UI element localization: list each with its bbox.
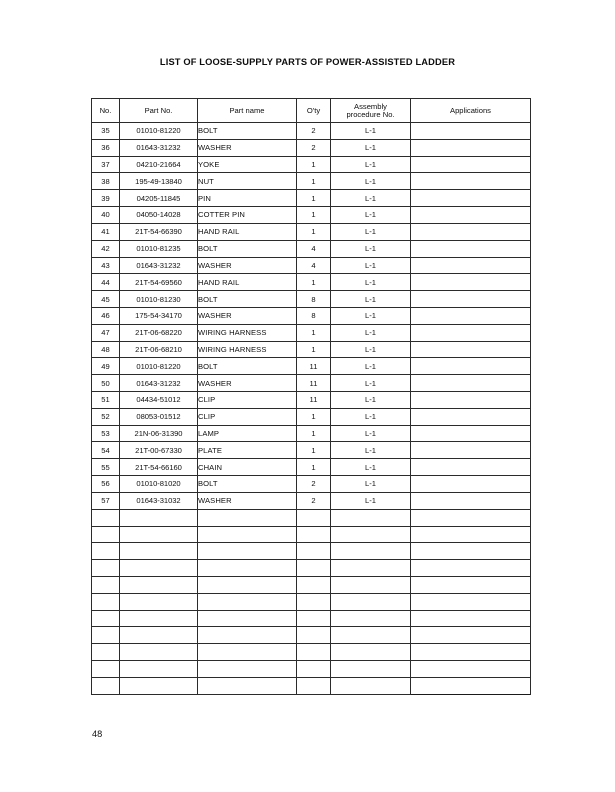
cell-no: 37: [92, 156, 120, 173]
cell-qty: 2: [297, 476, 331, 493]
cell-no: 43: [92, 257, 120, 274]
cell-part-name: WASHER: [198, 139, 297, 156]
cell-part-no: 01643-31232: [120, 375, 198, 392]
cell-no: [92, 677, 120, 694]
cell-assembly-procedure-no: L-1: [331, 156, 411, 173]
cell-assembly-procedure-no: L-1: [331, 257, 411, 274]
cell-applications: [411, 408, 531, 425]
table-row: [92, 677, 531, 694]
cell-applications: [411, 324, 531, 341]
cell-assembly-procedure-no: [331, 560, 411, 577]
cell-no: [92, 543, 120, 560]
cell-assembly-procedure-no: L-1: [331, 139, 411, 156]
table-row: [92, 190, 531, 207]
cell-assembly-procedure-no: L-1: [331, 392, 411, 409]
table-row: [92, 644, 531, 661]
cell-part-no: 21T-54-69560: [120, 274, 198, 291]
cell-qty: [297, 627, 331, 644]
cell-no: 39: [92, 190, 120, 207]
table-row: [92, 207, 531, 224]
table-row: [92, 240, 531, 257]
cell-applications: [411, 526, 531, 543]
table-row: [92, 593, 531, 610]
cell-assembly-procedure-no: [331, 644, 411, 661]
cell-no: 48: [92, 341, 120, 358]
cell-assembly-procedure-no: L-1: [331, 207, 411, 224]
cell-part-no: [120, 627, 198, 644]
table-row: [92, 274, 531, 291]
cell-part-no: 175-54-34170: [120, 307, 198, 324]
column-header-part-name: Part name: [198, 99, 297, 123]
table-row: [92, 459, 531, 476]
cell-assembly-procedure-no: L-1: [331, 223, 411, 240]
cell-applications: [411, 156, 531, 173]
table-header: [92, 99, 531, 123]
table-row: [92, 627, 531, 644]
cell-assembly-procedure-no: [331, 526, 411, 543]
cell-no: 35: [92, 123, 120, 140]
cell-applications: [411, 173, 531, 190]
cell-part-name: LAMP: [198, 425, 297, 442]
cell-qty: 1: [297, 190, 331, 207]
cell-qty: [297, 543, 331, 560]
cell-part-no: 01643-31232: [120, 257, 198, 274]
cell-qty: [297, 526, 331, 543]
cell-qty: 4: [297, 240, 331, 257]
table-row: [92, 307, 531, 324]
cell-part-name: [198, 560, 297, 577]
cell-applications: [411, 257, 531, 274]
cell-qty: [297, 644, 331, 661]
cell-assembly-procedure-no: L-1: [331, 425, 411, 442]
cell-part-name: BOLT: [198, 476, 297, 493]
cell-qty: 1: [297, 274, 331, 291]
cell-no: 57: [92, 492, 120, 509]
cell-part-name: HAND RAIL: [198, 223, 297, 240]
cell-applications: [411, 207, 531, 224]
cell-part-no: [120, 593, 198, 610]
table-row: [92, 576, 531, 593]
cell-part-no: 01010-81020: [120, 476, 198, 493]
cell-applications: [411, 274, 531, 291]
cell-applications: [411, 240, 531, 257]
table-row: [92, 476, 531, 493]
cell-applications: [411, 459, 531, 476]
cell-qty: 1: [297, 173, 331, 190]
table-row: [92, 257, 531, 274]
cell-applications: [411, 610, 531, 627]
table-row: [92, 408, 531, 425]
cell-part-name: WASHER: [198, 375, 297, 392]
column-header-part-no: Part No.: [120, 99, 198, 123]
cell-no: 54: [92, 442, 120, 459]
cell-no: 52: [92, 408, 120, 425]
cell-applications: [411, 223, 531, 240]
table-row: [92, 560, 531, 577]
column-header-applications: Applications: [411, 99, 531, 123]
cell-assembly-procedure-no: L-1: [331, 190, 411, 207]
cell-applications: [411, 375, 531, 392]
cell-qty: 1: [297, 408, 331, 425]
cell-qty: 1: [297, 324, 331, 341]
cell-part-no: 04205-11845: [120, 190, 198, 207]
cell-no: 49: [92, 358, 120, 375]
table-row: [92, 509, 531, 526]
cell-applications: [411, 358, 531, 375]
cell-no: [92, 509, 120, 526]
table-row: [92, 375, 531, 392]
cell-part-no: 21T-06-68210: [120, 341, 198, 358]
cell-assembly-procedure-no: L-1: [331, 324, 411, 341]
cell-assembly-procedure-no: L-1: [331, 123, 411, 140]
cell-qty: [297, 509, 331, 526]
cell-no: 38: [92, 173, 120, 190]
cell-applications: [411, 442, 531, 459]
cell-part-name: BOLT: [198, 240, 297, 257]
cell-part-no: [120, 610, 198, 627]
cell-applications: [411, 190, 531, 207]
cell-no: [92, 576, 120, 593]
cell-part-no: 08053-01512: [120, 408, 198, 425]
cell-qty: [297, 661, 331, 678]
cell-part-name: WASHER: [198, 492, 297, 509]
column-header-qty: O'ty: [297, 99, 331, 123]
cell-no: 46: [92, 307, 120, 324]
cell-applications: [411, 392, 531, 409]
cell-no: 51: [92, 392, 120, 409]
cell-no: 53: [92, 425, 120, 442]
cell-no: [92, 644, 120, 661]
cell-qty: [297, 610, 331, 627]
cell-qty: 11: [297, 392, 331, 409]
cell-qty: 1: [297, 223, 331, 240]
cell-applications: [411, 425, 531, 442]
table-row: [92, 123, 531, 140]
cell-assembly-procedure-no: [331, 627, 411, 644]
cell-part-name: PIN: [198, 190, 297, 207]
cell-part-name: NUT: [198, 173, 297, 190]
assembly-header-line-1: Assembly: [354, 101, 387, 111]
cell-part-no: [120, 677, 198, 694]
cell-part-name: WIRING HARNESS: [198, 341, 297, 358]
cell-qty: 1: [297, 207, 331, 224]
cell-part-no: 01010-81235: [120, 240, 198, 257]
assembly-header-line-2: procedure No.: [346, 109, 395, 119]
cell-part-name: HAND RAIL: [198, 274, 297, 291]
cell-assembly-procedure-no: L-1: [331, 274, 411, 291]
cell-part-name: [198, 610, 297, 627]
loose-supply-parts-table: [91, 98, 531, 695]
cell-part-name: PLATE: [198, 442, 297, 459]
cell-part-no: 01643-31232: [120, 139, 198, 156]
cell-no: 42: [92, 240, 120, 257]
cell-qty: 11: [297, 375, 331, 392]
table-row: [92, 324, 531, 341]
cell-applications: [411, 139, 531, 156]
cell-part-name: WASHER: [198, 307, 297, 324]
cell-qty: 2: [297, 123, 331, 140]
cell-qty: 4: [297, 257, 331, 274]
table-row: [92, 425, 531, 442]
page-title: LIST OF LOOSE-SUPPLY PARTS OF POWER-ASSISTED LADDER: [159, 57, 456, 67]
cell-applications: [411, 560, 531, 577]
cell-qty: 1: [297, 459, 331, 476]
table-row: [92, 661, 531, 678]
cell-qty: 1: [297, 341, 331, 358]
cell-part-no: 21N-06-31390: [120, 425, 198, 442]
cell-no: 40: [92, 207, 120, 224]
cell-no: 45: [92, 291, 120, 308]
cell-part-no: 21T-54-66390: [120, 223, 198, 240]
cell-part-name: WIRING HARNESS: [198, 324, 297, 341]
cell-qty: [297, 560, 331, 577]
cell-assembly-procedure-no: L-1: [331, 358, 411, 375]
table-row: [92, 223, 531, 240]
cell-part-name: COTTER PIN: [198, 207, 297, 224]
cell-applications: [411, 509, 531, 526]
cell-part-no: [120, 509, 198, 526]
cell-applications: [411, 492, 531, 509]
cell-assembly-procedure-no: L-1: [331, 240, 411, 257]
cell-part-no: [120, 543, 198, 560]
cell-applications: [411, 307, 531, 324]
cell-part-name: BOLT: [198, 123, 297, 140]
cell-assembly-procedure-no: L-1: [331, 408, 411, 425]
cell-no: [92, 560, 120, 577]
cell-no: 44: [92, 274, 120, 291]
cell-assembly-procedure-no: L-1: [331, 492, 411, 509]
cell-part-no: 01643-31032: [120, 492, 198, 509]
cell-assembly-procedure-no: L-1: [331, 459, 411, 476]
cell-qty: 1: [297, 156, 331, 173]
cell-part-no: 21T-00-67330: [120, 442, 198, 459]
cell-part-name: [198, 644, 297, 661]
cell-no: 36: [92, 139, 120, 156]
cell-part-name: [198, 661, 297, 678]
cell-part-name: [198, 627, 297, 644]
column-header-no: No.: [92, 99, 120, 123]
cell-applications: [411, 644, 531, 661]
cell-qty: 1: [297, 442, 331, 459]
cell-qty: [297, 677, 331, 694]
cell-no: [92, 610, 120, 627]
table-row: [92, 442, 531, 459]
cell-qty: 8: [297, 307, 331, 324]
cell-applications: [411, 593, 531, 610]
cell-applications: [411, 123, 531, 140]
cell-part-name: CLIP: [198, 408, 297, 425]
cell-qty: 2: [297, 139, 331, 156]
cell-part-name: WASHER: [198, 257, 297, 274]
cell-assembly-procedure-no: L-1: [331, 442, 411, 459]
cell-assembly-procedure-no: [331, 593, 411, 610]
table-row: [92, 358, 531, 375]
table-row: [92, 492, 531, 509]
table-row: [92, 526, 531, 543]
cell-part-no: [120, 560, 198, 577]
cell-applications: [411, 627, 531, 644]
cell-no: [92, 593, 120, 610]
cell-applications: [411, 661, 531, 678]
table-row: [92, 139, 531, 156]
cell-part-name: YOKE: [198, 156, 297, 173]
cell-part-no: 04434-51012: [120, 392, 198, 409]
cell-part-no: 04210-21664: [120, 156, 198, 173]
cell-part-no: [120, 661, 198, 678]
cell-no: 41: [92, 223, 120, 240]
cell-part-no: 21T-54-66160: [120, 459, 198, 476]
cell-part-no: [120, 526, 198, 543]
parts-table-container: [91, 98, 530, 695]
cell-assembly-procedure-no: [331, 661, 411, 678]
cell-part-no: 04050-14028: [120, 207, 198, 224]
page-number: 48: [92, 729, 103, 739]
column-header-assembly-procedure-no: [331, 99, 411, 123]
cell-qty: 2: [297, 492, 331, 509]
cell-qty: 8: [297, 291, 331, 308]
cell-applications: [411, 677, 531, 694]
cell-qty: [297, 576, 331, 593]
cell-part-no: [120, 576, 198, 593]
table-header-row: [92, 99, 531, 123]
cell-part-name: [198, 677, 297, 694]
cell-part-name: [198, 543, 297, 560]
cell-part-name: CHAIN: [198, 459, 297, 476]
cell-applications: [411, 543, 531, 560]
cell-assembly-procedure-no: L-1: [331, 307, 411, 324]
table-row: [92, 543, 531, 560]
cell-assembly-procedure-no: [331, 576, 411, 593]
cell-part-no: [120, 644, 198, 661]
cell-assembly-procedure-no: L-1: [331, 173, 411, 190]
cell-no: 56: [92, 476, 120, 493]
cell-applications: [411, 341, 531, 358]
cell-applications: [411, 476, 531, 493]
cell-no: [92, 526, 120, 543]
cell-part-name: CLIP: [198, 392, 297, 409]
cell-qty: 11: [297, 358, 331, 375]
cell-part-no: 01010-81220: [120, 123, 198, 140]
cell-part-name: BOLT: [198, 358, 297, 375]
cell-part-name: [198, 593, 297, 610]
table-row: [92, 341, 531, 358]
table-row: [92, 291, 531, 308]
cell-part-no: 01010-81220: [120, 358, 198, 375]
cell-part-no: 195-49-13840: [120, 173, 198, 190]
cell-assembly-procedure-no: L-1: [331, 476, 411, 493]
cell-part-name: [198, 509, 297, 526]
cell-part-name: BOLT: [198, 291, 297, 308]
cell-assembly-procedure-no: L-1: [331, 341, 411, 358]
cell-applications: [411, 291, 531, 308]
cell-no: 55: [92, 459, 120, 476]
cell-assembly-procedure-no: L-1: [331, 375, 411, 392]
cell-no: [92, 627, 120, 644]
cell-qty: 1: [297, 425, 331, 442]
cell-assembly-procedure-no: [331, 677, 411, 694]
cell-assembly-procedure-no: [331, 509, 411, 526]
cell-part-name: [198, 576, 297, 593]
cell-no: 47: [92, 324, 120, 341]
table-row: [92, 156, 531, 173]
cell-no: [92, 661, 120, 678]
cell-assembly-procedure-no: [331, 543, 411, 560]
cell-part-name: [198, 526, 297, 543]
cell-part-no: 01010-81230: [120, 291, 198, 308]
cell-part-no: 21T-06-68220: [120, 324, 198, 341]
cell-assembly-procedure-no: L-1: [331, 291, 411, 308]
cell-applications: [411, 576, 531, 593]
table-row: [92, 610, 531, 627]
cell-qty: [297, 593, 331, 610]
table-row: [92, 392, 531, 409]
cell-no: 50: [92, 375, 120, 392]
table-row: [92, 173, 531, 190]
table-body: [92, 123, 531, 695]
cell-assembly-procedure-no: [331, 610, 411, 627]
